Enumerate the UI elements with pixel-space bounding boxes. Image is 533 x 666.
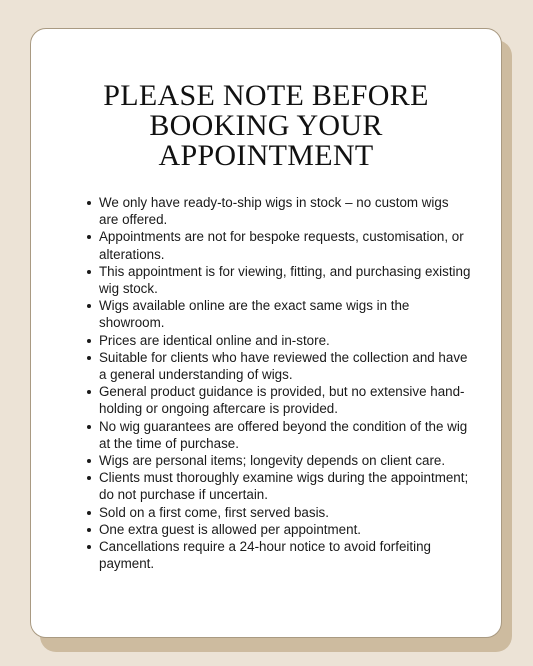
- bullet-icon: [87, 270, 91, 274]
- bullet-icon: [87, 476, 91, 480]
- rule-item: [99, 194, 471, 228]
- bullet-icon: [87, 390, 91, 394]
- rule-item: [99, 383, 471, 417]
- rule-item: [99, 332, 471, 349]
- bullet-icon: [87, 304, 91, 308]
- title-line-2: BOOKING YOUR: [149, 109, 383, 142]
- rule-text: This appointment is for viewing, fitting, and purchasing existing wig stock.: [99, 263, 471, 297]
- bullet-icon: [87, 545, 91, 549]
- rule-text: No wig guarantees are offered beyond the condition of the wig at the time of purchase.: [99, 418, 468, 451]
- rule-text: One extra guest is allowed per appointment.: [99, 521, 362, 537]
- rule-item: [99, 349, 471, 383]
- rule-text: We only have ready-to-ship wigs in stock – no custom wigs are offered.: [99, 195, 449, 228]
- notice-title: [31, 81, 501, 171]
- rule-item: [99, 297, 471, 331]
- bullet-icon: [87, 356, 91, 360]
- rule-text: Suitable for clients who have reviewed the collection and have a general understanding of wigs.: [99, 349, 468, 383]
- rule-text: Appointments are not for bespoke requests, customisation, or alterations.: [99, 229, 464, 262]
- rule-item: [99, 504, 471, 521]
- rule-text: General product guidance is provided, but no extensive hand-holding or ongoing aftercare is provided.: [99, 384, 465, 417]
- rule-text: Cancellations require a 24-hour notice to avoid forfeiting payment.: [99, 539, 431, 572]
- bullet-icon: [87, 235, 91, 239]
- rule-item: [99, 538, 471, 572]
- bullet-icon: [87, 339, 91, 343]
- bullet-icon: [87, 528, 91, 532]
- bullet-icon: [87, 201, 91, 205]
- bullet-icon: [87, 459, 91, 463]
- rule-item: [99, 418, 471, 452]
- rule-item: [99, 469, 471, 503]
- bullet-icon: [87, 511, 91, 515]
- rule-item: [99, 521, 471, 538]
- rule-text: Wigs available online are the exact same wigs in the showroom.: [99, 298, 410, 331]
- rule-text: Wigs are personal items; longevity depends on client care.: [99, 453, 446, 469]
- rule-item: [99, 228, 471, 262]
- rule-text: Sold on a first come, first served basis.: [99, 504, 329, 520]
- title-line-3: APPOINTMENT: [158, 139, 374, 172]
- rule-text: Prices are identical online and in-store.: [99, 332, 330, 348]
- bullet-icon: [87, 425, 91, 429]
- rule-item: [99, 263, 471, 297]
- title-line-1: PLEASE NOTE BEFORE: [103, 79, 429, 112]
- rules-list: [99, 194, 471, 572]
- rule-text: Clients must thoroughly examine wigs during the appointment; do not purchase if uncertain.: [99, 470, 469, 503]
- rule-item: [99, 452, 471, 469]
- notice-card: [30, 28, 502, 638]
